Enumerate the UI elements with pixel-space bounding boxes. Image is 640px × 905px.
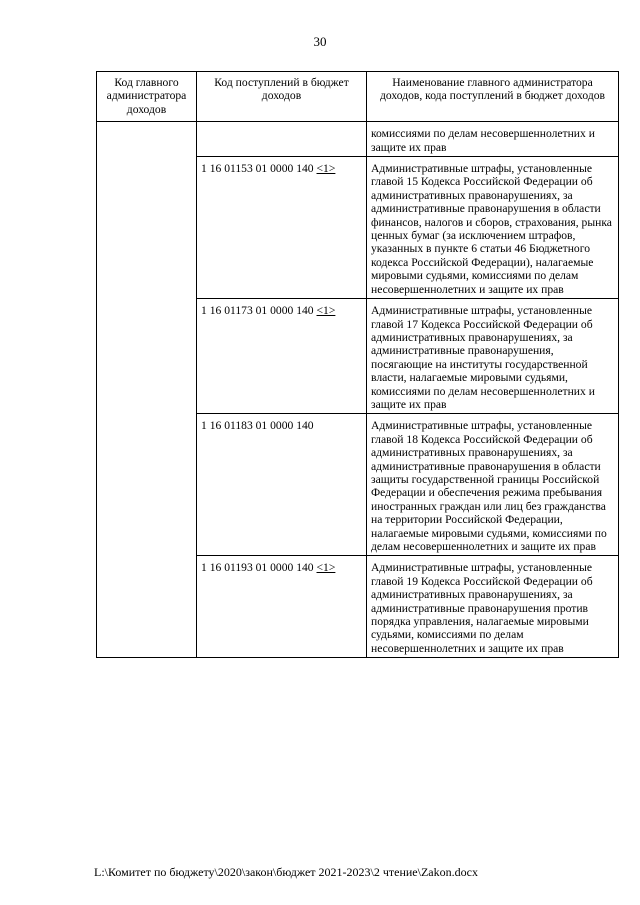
revenue-code: 1 16 01183 01 0000 140 [201,419,314,433]
header-name: Наименование главного администратора доходов, кода поступлений в бюджет доходов [367,72,619,122]
name-cell: комиссиями по делам несовершеннолетних и защите их прав [367,122,619,157]
revenue-code: 1 16 01173 01 0000 140 [201,304,314,318]
revenue-code-cell [197,157,367,299]
page-number: 30 [313,34,327,49]
header-revenue-code: Код поступлений в бюджет доходов [197,72,367,122]
revenue-code: 1 16 01193 01 0000 140 [201,561,314,575]
name-cell: Административные штрафы, установленные главой 19 Кодекса Российской Федерации об административных правонарушениях, за административные правонарушения против порядка управления, налагаемые мировыми судьями, комиссиями по делам несовершеннолетних и защите их прав [367,556,619,658]
file-path-footer: L:\Комитет по бюджету\2020\закон\бюджет 2021-2023\2 чтение\Zakon.docx [94,865,478,879]
table-header-row [97,72,619,122]
revenue-code-cell [197,556,367,658]
footnote-link[interactable]: <1> [316,561,336,575]
name-cell: Административные штрафы, установленные главой 18 Кодекса Российской Федерации об административных правонарушениях, за административные правонарушения в области защиты государственной границы Российской Федерации и обеспечения режима пребывания иностранных граждан или лиц без гражданства на территории Российской Федерации, налагаемые мировыми судьями, комиссиями по делам несовершеннолетних и защите их прав [367,414,619,556]
header-admin-code: Код главного администратора доходов [97,72,197,122]
revenue-codes-table [96,71,619,658]
table-row [97,122,619,157]
footnote-link[interactable]: <1> [316,162,336,176]
name-cell: Административные штрафы, установленные главой 17 Кодекса Российской Федерации об административных правонарушениях, за административные правонарушения, посягающие на институты государственной власти, налагаемые мировыми судьями, комиссиями по делам несовершеннолетних и защите их прав [367,299,619,414]
revenue-code: 1 16 01153 01 0000 140 [201,162,314,176]
footnote-link[interactable]: <1> [316,304,336,318]
admin-code-cell [97,122,197,658]
revenue-code-cell [197,122,367,157]
name-cell: Административные штрафы, установленные главой 15 Кодекса Российской Федерации об административных правонарушениях, за административные правонарушения в области финансов, налогов и сборов, страхования, рынка ценных бумаг (за исключением штрафов, указанных в пункте 6 статьи 46 Бюджетного кодекса Российской Федерации), налагаемые мировыми судьями, комиссиями по делам несовершеннолетних и защите их прав [367,157,619,299]
revenue-code-cell [197,299,367,414]
revenue-code-cell [197,414,367,556]
